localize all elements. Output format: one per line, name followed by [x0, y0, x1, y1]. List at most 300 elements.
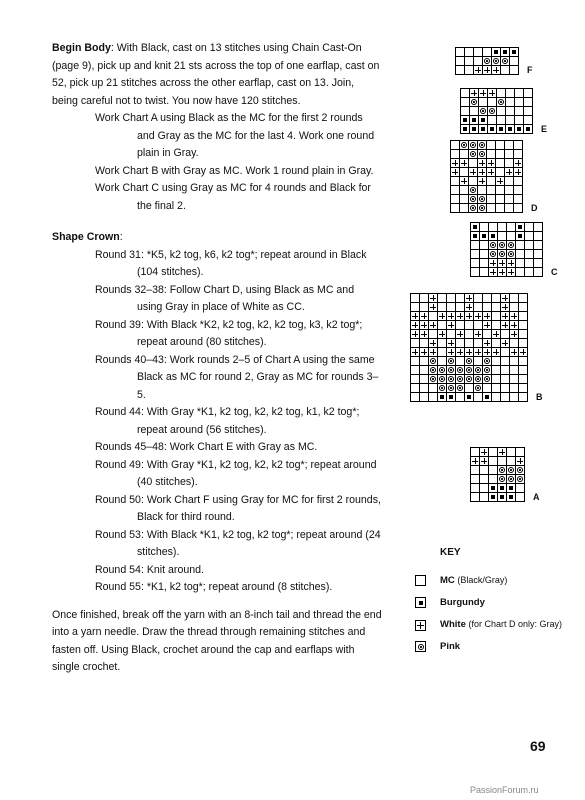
chart-cell	[496, 141, 504, 149]
chart-cell	[420, 294, 428, 302]
chart-cell	[516, 448, 524, 456]
chart-cell	[479, 116, 487, 124]
chart-cell	[447, 393, 455, 401]
chart-cell	[420, 366, 428, 374]
chart-cell	[438, 375, 446, 383]
chart-cell	[483, 339, 491, 347]
chart-cell	[480, 250, 488, 258]
chart-cell	[470, 89, 478, 97]
chart-cell	[497, 107, 505, 115]
chart-cell	[474, 57, 482, 65]
round-instruction: Round 49: With Gray *K1, k2 tog, k2, k2 tog*; repeat around (40 stitches).	[95, 458, 377, 488]
chart-cell	[496, 159, 504, 167]
white-key-icon	[415, 620, 426, 631]
chart-cell	[507, 466, 515, 474]
chart-cell	[471, 493, 479, 501]
round-instruction: Round 54: Knit around.	[95, 563, 204, 576]
chart-cell	[496, 204, 504, 212]
round-instruction: Round 31: *K5, k2 tog, k6, k2 tog*; repeat around in Black (104 stitches).	[95, 248, 367, 278]
chart-cell	[456, 321, 464, 329]
chart-a-instruction: Work Chart A using Black as the MC for the first 2 rounds and Gray as the MC for the last 4. Work one round plain in Gray.	[95, 112, 375, 159]
chart-cell	[447, 330, 455, 338]
chart-cell	[451, 177, 459, 185]
chart-cell	[474, 357, 482, 365]
chart-cell	[451, 168, 459, 176]
chart-cell	[498, 457, 506, 465]
chart-cell	[420, 339, 428, 347]
chart-d-label: D	[531, 203, 538, 213]
chart-cell	[456, 375, 464, 383]
chart-cell	[483, 312, 491, 320]
chart-cell	[447, 357, 455, 365]
chart-cell	[496, 195, 504, 203]
chart-e-label: E	[541, 124, 548, 134]
chart-cell	[438, 393, 446, 401]
chart-cell	[525, 232, 533, 240]
chart-cell	[510, 303, 518, 311]
chart-cell	[498, 223, 506, 231]
chart-cell	[429, 366, 437, 374]
chart-cell	[497, 116, 505, 124]
chart-cell	[505, 168, 513, 176]
chart-cell	[420, 303, 428, 311]
chart-cell	[465, 303, 473, 311]
key-burgundy: Burgundy	[440, 597, 485, 608]
chart-cell	[505, 150, 513, 158]
chart-cell	[480, 448, 488, 456]
chart-cell	[420, 375, 428, 383]
chart-cell	[438, 330, 446, 338]
chart-cell	[451, 204, 459, 212]
chart-cell	[456, 384, 464, 392]
chart-cell	[515, 125, 523, 133]
chart-cell	[447, 384, 455, 392]
chart-cell	[480, 259, 488, 267]
chart-cell	[489, 232, 497, 240]
chart-cell	[507, 475, 515, 483]
chart-cell	[471, 475, 479, 483]
chart-cell	[519, 330, 527, 338]
round-instruction: Round 53: With Black *K1, k2 tog, k2 tog*; repeat around (24 stitches).	[95, 528, 381, 558]
chart-cell	[507, 493, 515, 501]
chart-cell	[498, 493, 506, 501]
chart-cell	[506, 116, 514, 124]
chart-a-label: A	[533, 492, 540, 502]
chart-cell	[420, 384, 428, 392]
chart-cell	[519, 357, 527, 365]
chart-cell	[429, 384, 437, 392]
chart-cell	[480, 268, 488, 276]
chart-cell	[474, 384, 482, 392]
chart-cell	[516, 457, 524, 465]
chart-cell	[456, 312, 464, 320]
chart-cell	[510, 312, 518, 320]
chart-cell	[496, 177, 504, 185]
begin-body-text: : With Black, cast on 13 stitches using Chain Cast-On (page 9), pick up and knit 21 sts across the top of one earflap, cast on 52, pick up 21 stitches across the other earflap, cast on 13. Join, being careful not to twist. You now have 120 stitches.	[52, 42, 380, 107]
chart-cell	[510, 48, 518, 56]
chart-cell	[497, 98, 505, 106]
chart-cell	[465, 339, 473, 347]
chart-cell	[471, 259, 479, 267]
chart-cell	[483, 330, 491, 338]
chart-cell	[507, 232, 515, 240]
chart-cell	[519, 321, 527, 329]
begin-body-heading: Begin Body	[52, 42, 111, 54]
chart-cell	[429, 375, 437, 383]
chart-cell	[429, 294, 437, 302]
chart-cell	[498, 241, 506, 249]
chart-cell	[471, 484, 479, 492]
chart-cell	[438, 312, 446, 320]
chart-cell	[429, 357, 437, 365]
key-mc: MC (Black/Gray)	[440, 575, 508, 586]
chart-cell	[456, 303, 464, 311]
chart-cell	[429, 348, 437, 356]
chart-cell	[515, 98, 523, 106]
chart-cell	[492, 57, 500, 65]
page-number: 69	[530, 738, 546, 754]
chart-cell	[519, 312, 527, 320]
chart-cell	[447, 294, 455, 302]
chart-cell	[510, 66, 518, 74]
chart-cell	[516, 223, 524, 231]
chart-cell	[519, 348, 527, 356]
chart-cell	[489, 223, 497, 231]
chart-b	[410, 293, 528, 402]
chart-cell	[496, 150, 504, 158]
chart-cell	[487, 204, 495, 212]
chart-cell	[438, 384, 446, 392]
chart-cell	[498, 466, 506, 474]
chart-cell	[501, 57, 509, 65]
chart-cell	[411, 384, 419, 392]
chart-cell	[510, 366, 518, 374]
chart-cell	[498, 484, 506, 492]
chart-cell	[474, 339, 482, 347]
chart-cell	[505, 204, 513, 212]
chart-cell	[488, 89, 496, 97]
chart-cell	[505, 186, 513, 194]
chart-cell	[480, 466, 488, 474]
chart-cell	[489, 241, 497, 249]
chart-cell	[525, 259, 533, 267]
chart-cell	[507, 259, 515, 267]
chart-cell	[470, 107, 478, 115]
chart-cell	[496, 186, 504, 194]
chart-cell	[498, 448, 506, 456]
chart-cell	[519, 384, 527, 392]
chart-cell	[480, 475, 488, 483]
chart-c	[470, 222, 543, 277]
chart-cell	[483, 357, 491, 365]
chart-cell	[447, 321, 455, 329]
chart-cell	[429, 303, 437, 311]
chart-cell	[465, 384, 473, 392]
chart-cell	[501, 384, 509, 392]
chart-cell	[525, 250, 533, 258]
chart-cell	[516, 493, 524, 501]
chart-cell	[474, 312, 482, 320]
chart-cell	[474, 48, 482, 56]
chart-cell	[465, 321, 473, 329]
chart-cell	[411, 321, 419, 329]
chart-cell	[460, 177, 468, 185]
chart-cell	[471, 268, 479, 276]
chart-cell	[411, 375, 419, 383]
chart-cell	[479, 107, 487, 115]
chart-cell	[492, 339, 500, 347]
chart-cell	[480, 223, 488, 231]
shape-crown-heading-line: Shape Crown:	[52, 231, 123, 243]
round-instruction: Rounds 40–43: Work rounds 2–5 of Chart A using the same Black as MC for round 2, Gray as MC for rounds 3–5.	[95, 353, 379, 401]
chart-cell	[487, 141, 495, 149]
chart-c-instruction: Work Chart C using Gray as MC for 4 rounds and Black for the final 2.	[95, 182, 371, 212]
chart-b-instruction: Work Chart B with Gray as MC. Work 1 round plain in Gray.	[95, 164, 374, 177]
chart-cell	[471, 223, 479, 231]
chart-cell	[492, 66, 500, 74]
chart-cell	[483, 384, 491, 392]
chart-cell	[506, 89, 514, 97]
chart-cell	[487, 186, 495, 194]
chart-cell	[465, 57, 473, 65]
chart-cell	[438, 339, 446, 347]
chart-cell	[429, 321, 437, 329]
chart-cell	[469, 159, 477, 167]
chart-cell	[507, 250, 515, 258]
chart-cell	[461, 89, 469, 97]
chart-cell	[516, 232, 524, 240]
chart-cell	[480, 457, 488, 465]
chart-cell	[478, 150, 486, 158]
chart-cell	[515, 116, 523, 124]
chart-cell	[470, 125, 478, 133]
chart-e	[460, 88, 533, 134]
chart-cell	[524, 89, 532, 97]
chart-cell	[514, 141, 522, 149]
shape-crown-heading: Shape Crown	[52, 231, 120, 243]
chart-cell	[516, 466, 524, 474]
instructions-column	[52, 40, 382, 677]
burgundy-key-icon	[415, 597, 426, 608]
chart-cell	[534, 268, 542, 276]
chart-cell	[506, 98, 514, 106]
chart-cell	[501, 294, 509, 302]
chart-cell	[487, 150, 495, 158]
chart-cell	[516, 259, 524, 267]
chart-cell	[470, 116, 478, 124]
chart-cell	[501, 375, 509, 383]
chart-cell	[492, 330, 500, 338]
chart-cell	[460, 150, 468, 158]
chart-cell	[420, 321, 428, 329]
chart-cell	[483, 48, 491, 56]
chart-cell	[516, 475, 524, 483]
chart-cell	[438, 321, 446, 329]
chart-cell	[510, 375, 518, 383]
chart-cell	[501, 366, 509, 374]
chart-cell	[461, 107, 469, 115]
chart-cell	[534, 241, 542, 249]
chart-cell	[474, 321, 482, 329]
rounds-list	[52, 247, 382, 597]
chart-cell	[507, 223, 515, 231]
chart-cell	[479, 89, 487, 97]
chart-cell	[507, 457, 515, 465]
chart-cell	[514, 195, 522, 203]
chart-cell	[524, 125, 532, 133]
chart-cell	[438, 294, 446, 302]
chart-cell	[480, 232, 488, 240]
chart-cell	[479, 98, 487, 106]
chart-cell	[478, 204, 486, 212]
chart-cell	[505, 141, 513, 149]
chart-cell	[478, 141, 486, 149]
chart-cell	[514, 204, 522, 212]
chart-cell	[483, 366, 491, 374]
chart-cell	[501, 348, 509, 356]
chart-cell	[465, 66, 473, 74]
chart-cell	[470, 98, 478, 106]
chart-cell	[465, 393, 473, 401]
chart-cell	[447, 303, 455, 311]
chart-cell	[489, 457, 497, 465]
chart-cell	[483, 393, 491, 401]
chart-cell	[487, 168, 495, 176]
chart-cell	[411, 357, 419, 365]
chart-cell	[492, 384, 500, 392]
chart-cell	[451, 141, 459, 149]
chart-b-label: B	[536, 392, 543, 402]
chart-cell	[460, 141, 468, 149]
chart-cell	[510, 357, 518, 365]
chart-cell	[488, 107, 496, 115]
chart-cell	[510, 330, 518, 338]
chart-cell	[461, 116, 469, 124]
chart-cell	[411, 294, 419, 302]
chart-cell	[487, 195, 495, 203]
chart-cell	[411, 303, 419, 311]
chart-cell	[519, 303, 527, 311]
chart-cell	[483, 321, 491, 329]
chart-cell	[515, 89, 523, 97]
chart-cell	[480, 484, 488, 492]
key-white: White (for Chart D only: Gray)	[440, 619, 563, 630]
chart-cell	[461, 125, 469, 133]
chart-cell	[507, 448, 515, 456]
chart-cell	[480, 241, 488, 249]
round-instruction: Round 39: With Black *K2, k2 tog, k2, k2 tog, k3, k2 tog*; repeat around (80 stitches).	[95, 318, 363, 348]
round-instruction: Round 50: Work Chart F using Gray for MC for first 2 rounds, Black for third round.	[95, 493, 381, 523]
chart-cell	[420, 348, 428, 356]
chart-cell	[525, 241, 533, 249]
chart-cell	[456, 339, 464, 347]
chart-cell	[525, 223, 533, 231]
chart-cell	[451, 150, 459, 158]
chart-cell	[460, 159, 468, 167]
chart-cell	[456, 66, 464, 74]
chart-d	[450, 140, 523, 213]
chart-cell	[451, 195, 459, 203]
chart-cell	[519, 375, 527, 383]
chart-cell	[478, 168, 486, 176]
chart-cell	[447, 312, 455, 320]
chart-cell	[465, 375, 473, 383]
chart-cell	[411, 348, 419, 356]
chart-cell	[438, 348, 446, 356]
chart-cell	[474, 303, 482, 311]
begin-body-paragraph	[52, 40, 382, 110]
round-instruction: Rounds 45–48: Work Chart E with Gray as MC.	[95, 441, 318, 453]
chart-a	[470, 447, 525, 502]
chart-cell	[492, 375, 500, 383]
chart-cell	[507, 268, 515, 276]
chart-cell	[501, 357, 509, 365]
chart-cell	[496, 168, 504, 176]
chart-cell	[465, 312, 473, 320]
chart-cell	[465, 348, 473, 356]
chart-cell	[474, 294, 482, 302]
chart-cell	[483, 375, 491, 383]
chart-cell	[420, 312, 428, 320]
chart-cell	[478, 177, 486, 185]
chart-cell	[469, 168, 477, 176]
chart-cell	[492, 48, 500, 56]
round-instruction: Round 55: *K1, k2 tog*; repeat around (8 stitches).	[95, 581, 333, 593]
chart-cell	[471, 457, 479, 465]
chart-cell	[498, 259, 506, 267]
chart-cell	[469, 141, 477, 149]
chart-cell	[501, 48, 509, 56]
chart-cell	[460, 204, 468, 212]
chart-cell	[460, 186, 468, 194]
key-title: KEY	[440, 547, 461, 558]
chart-cell	[465, 48, 473, 56]
chart-cell	[469, 177, 477, 185]
chart-cell	[447, 375, 455, 383]
chart-cell	[456, 348, 464, 356]
chart-cell	[411, 393, 419, 401]
chart-cell	[479, 125, 487, 133]
chart-cell	[524, 116, 532, 124]
chart-cell	[498, 232, 506, 240]
chart-cell	[519, 393, 527, 401]
chart-cell	[510, 294, 518, 302]
chart-cell	[516, 484, 524, 492]
chart-cell	[497, 125, 505, 133]
round-instruction: Round 44: With Gray *K1, k2 tog, k2, k2 tog, k1, k2 tog*; repeat around (56 stitches).	[95, 406, 360, 436]
chart-cell	[514, 186, 522, 194]
chart-cell	[501, 330, 509, 338]
chart-cell	[456, 330, 464, 338]
chart-cell	[510, 348, 518, 356]
chart-cell	[534, 232, 542, 240]
chart-cell	[474, 330, 482, 338]
chart-cell	[514, 150, 522, 158]
chart-cell	[465, 294, 473, 302]
chart-cell	[447, 366, 455, 374]
chart-cell	[492, 312, 500, 320]
chart-cell	[420, 330, 428, 338]
round-instruction: Rounds 32–38: Follow Chart D, using Black as MC and using Gray in place of White as CC.	[95, 283, 355, 313]
chart-cell	[456, 357, 464, 365]
chart-cell	[516, 241, 524, 249]
chart-cell	[469, 195, 477, 203]
chart-cell	[478, 195, 486, 203]
chart-cell	[501, 303, 509, 311]
chart-cell	[429, 339, 437, 347]
watermark: PassionForum.ru	[470, 785, 539, 795]
chart-cell	[438, 303, 446, 311]
